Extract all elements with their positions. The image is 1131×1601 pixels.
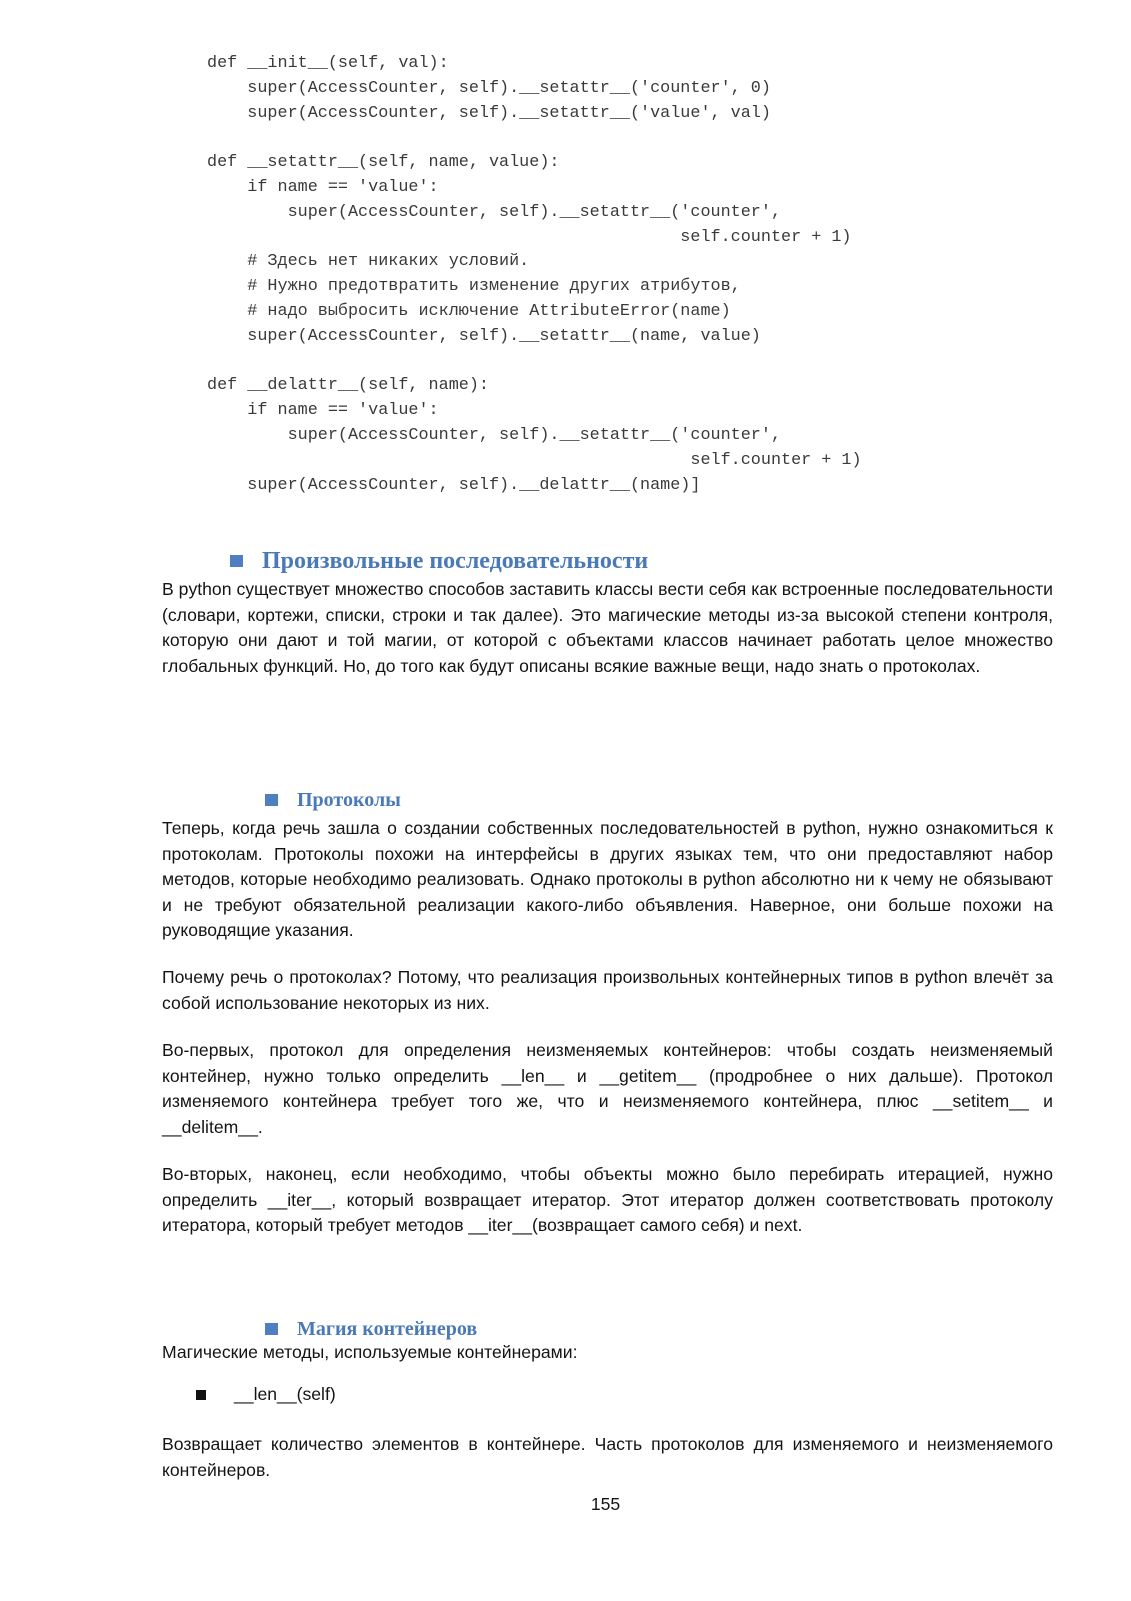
list-item xyxy=(196,1384,336,1405)
paragraph-protocols-3: Во-первых, протокол для определения неизменяемых контейнеров: чтобы создать неизменяемый контейнер, нужно только определить __len__ и __getitem__ (продробнее о них дальше). Протокол изменяемого контейнера требует того же, что и неизменяемого контейнера, плюс __setitem__ и __delitem__. xyxy=(162,1040,1053,1137)
page-number: 155 xyxy=(590,1494,621,1514)
heading-text: Протоколы xyxy=(297,788,401,811)
paragraph-sequences-intro: В python существует множество способов заставить классы вести себя как встроенные последовательности (словари, кортежи, списки, строки и так далее). Это магические методы из-за высокой степени контроля, которую они дают и той магии, от которой с объектами классов начинает работать целое множество глобальных функций. Но, до того как будут описаны всякие важные вещи, надо знать о протоколах. xyxy=(162,579,1053,676)
heading-container-magic xyxy=(265,1316,477,1342)
heading-arbitrary-sequences xyxy=(230,546,648,576)
heading-protocols xyxy=(265,787,401,813)
heading-square-icon xyxy=(230,555,243,567)
code-block: def __init__(self, val): super(AccessCounter, self).__setattr__('counter', 0) super(AccessCounter, self).__setattr__('value', val) def __setattr__(self, name, value): if name == 'value': super(AccessCounter, self).__setattr__('counter', self.counter + 1) # Здесь нет никаких условий. # Нужно предотвратить изменение других атрибутов, # надо выбросить исключение AttributeError(name) super(AccessCounter, self).__setattr__(name, value) def __delattr__(self, name): if name == 'value': super(AccessCounter, self).__setattr__('counter', self.counter + 1) super(AccessCounter, self).__delattr__(name)] xyxy=(207,54,862,495)
paragraph-protocols-1: Теперь, когда речь зашла о создании собственных последовательностей в python, нужно ознакомиться к протоколам. Протоколы похожи на интерфейсы в других языках тем, что они предоставляют набор методов, которые необходимо реализовать. Однако протоколы в python абсолютно ни к чему не обязывают и не требуют обязательной реализации какого-либо объявления. Наверное, они больше похожи на руководящие указания. xyxy=(162,818,1053,941)
bullet-square-icon xyxy=(196,1390,206,1400)
paragraph-protocols-2: Почему речь о протоколах? Потому, что реализация произвольных контейнерных типов в python влечёт за собой использование некоторых из них. xyxy=(162,967,1053,1013)
paragraph-protocols-4: Во-вторых, наконец, если необходимо, чтобы объекты можно было перебирать итерацией, нужно определить __iter__, который возвращает итератор. Этот итератор должен соответствовать протоколу итератора, который требует методов __iter__(возвращает самого себя) и next. xyxy=(162,1164,1053,1236)
heading-square-icon xyxy=(265,1323,278,1335)
heading-square-icon xyxy=(265,794,278,806)
heading-text: Магия контейнеров xyxy=(297,1317,478,1340)
paragraph-len-description: Возвращает количество элементов в контейнере. Часть протоколов для изменяемого и неизменяемого контейнеров. xyxy=(162,1434,1053,1480)
paragraph-container-intro: Магические методы, используемые контейнерами: xyxy=(162,1342,578,1362)
heading-text: Произвольные последовательности xyxy=(262,547,649,574)
list-item-text: __len__(self) xyxy=(234,1384,336,1404)
